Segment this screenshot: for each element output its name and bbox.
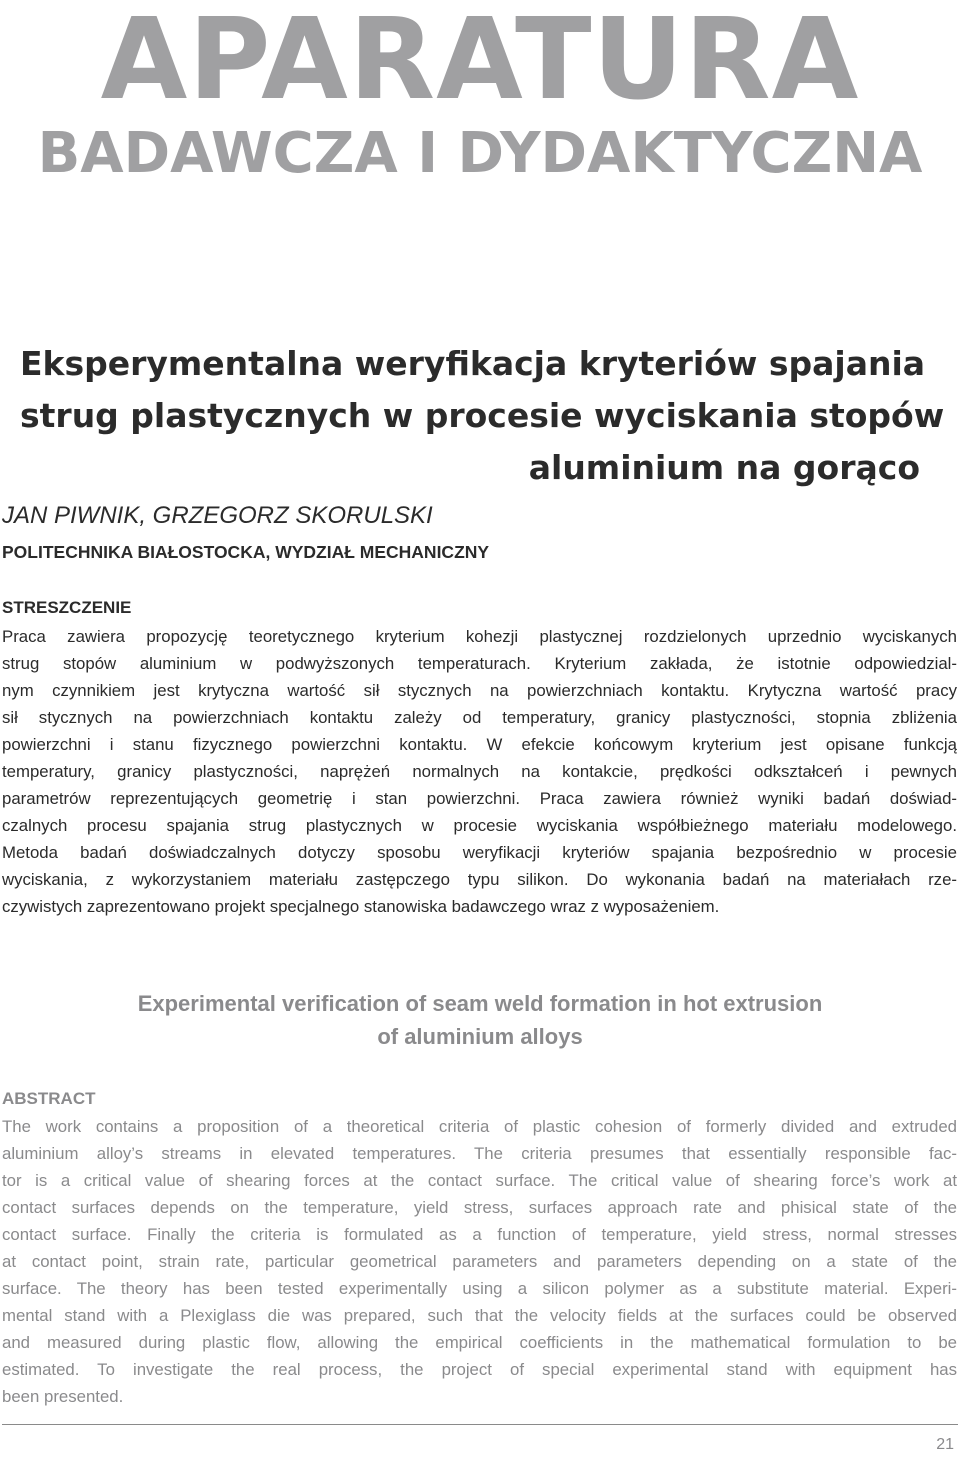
abstract-line: czywistych zaprezentowano projekt specjalnego stanowiska badawczego wraz z wyposażeniem.: [2, 897, 720, 916]
abstract-line: at contact point, strain rate, particular geometrical parameters and parameters depending on a state of the: [2, 1252, 957, 1271]
abstract-line: powierzchni i stanu fizycznego powierzchni kontaktu. W efekcie końcowym kryterium jest opisane funkcją: [2, 735, 957, 754]
affiliation: POLITECHNIKA BIAŁOSTOCKA, WYDZIAŁ MECHANICZNY: [2, 542, 490, 562]
abstract-line: aluminium alloy’s streams in elevated temperatures. The criteria presumes that essentially responsible fac-: [2, 1144, 957, 1163]
page-number: 21: [936, 1436, 954, 1453]
abstract-line: nym czynnikiem jest krytyczna wartość sił stycznych na powierzchniach kontaktu. Krytyczna wartość pracy: [2, 681, 957, 700]
article-title-pl: [20, 338, 945, 494]
abstract-line: contact surfaces depends on the temperature, yield stress, surfaces approach rate and phisical state of the: [2, 1198, 957, 1217]
abstract-line: tor is a critical value of shearing forces at the contact surface. The critical value of shearing force’s work at: [2, 1171, 957, 1190]
abstract-line: temperatury, granicy plastyczności, naprężeń normalnych na kontakcie, prędkości odkształceń i pewnych: [2, 762, 957, 781]
abstract-body-pl: [2, 623, 957, 920]
abstract-line: and measured during plastic flow, allowing the empirical coefficients in the mathematical formulation to be: [2, 1333, 957, 1352]
journal-title: APARATURA: [100, 0, 860, 125]
article-title-pl-line: Eksperymentalna weryfikacja kryteriów spajania: [20, 344, 926, 383]
article-title-en-line: of aluminium alloys: [377, 1024, 583, 1049]
article-title-en: [0, 987, 960, 1053]
article-title-en-line: Experimental verification of seam weld formation in hot extrusion: [137, 991, 823, 1016]
abstract-line: parametrów reprezentujących geometrię i stan powierzchni. Praca zawiera również wyniki badań doświad-: [2, 789, 957, 808]
abstract-line: sił stycznych na powierzchniach kontaktu zależy od temperatury, granicy plastyczności, stopnia zbliżenia: [2, 708, 957, 727]
journal-subtitle: BADAWCZA I DYDAKTYCZNA: [37, 121, 923, 186]
abstract-heading-en: ABSTRACT: [2, 1089, 96, 1108]
article-title-pl-line: strug plastycznych w procesie wyciskania stopów: [20, 396, 945, 435]
abstract-line: czalnych procesu spajania strug plastycznych w procesie wyciskania współbieżnego materiału modelowego.: [2, 816, 957, 835]
abstract-line: Praca zawiera propozycję teoretycznego kryterium kohezji plastycznej rozdzielonych uprzednio wyciskanych: [2, 627, 957, 646]
abstract-body-en: [2, 1113, 957, 1410]
authors: JAN PIWNIK, GRZEGORZ SKORULSKI: [2, 502, 433, 529]
abstract-line: surface. The theory has been tested experimentally using a silicon polymer as a substitute material. Experi-: [2, 1279, 957, 1298]
article-title-pl-line: aluminium na gorąco: [528, 448, 920, 487]
abstract-line: The work contains a proposition of a theoretical criteria of plastic cohesion of formerly divided and extruded: [2, 1117, 957, 1136]
footer-divider: [2, 1424, 958, 1425]
abstract-line: strug stopów aluminium w podwyższonych temperaturach. Kryterium zakłada, że istotnie odpowiedzial-: [2, 654, 957, 673]
abstract-line: Metoda badań doświadczalnych dotyczy sposobu weryfikacji kryteriów spajania bezpośrednio w procesie: [2, 843, 957, 862]
abstract-line: mental stand with a Plexiglass die was prepared, such that the velocity fields at the surfaces could be observed: [2, 1306, 957, 1325]
abstract-line: contact surface. Finally the criteria is formulated as a function of temperature, yield stress, normal stresses: [2, 1225, 957, 1244]
abstract-line: estimated. To investigate the real process, the project of special experimental stand with equipment has: [2, 1360, 957, 1379]
abstract-line: wyciskania, z wykorzystaniem materiału zastępczego typu silikon. Do wykonania badań na materiałach rze-: [2, 870, 957, 889]
abstract-line: been presented.: [2, 1387, 124, 1406]
abstract-heading-pl: STRESZCZENIE: [2, 598, 132, 617]
